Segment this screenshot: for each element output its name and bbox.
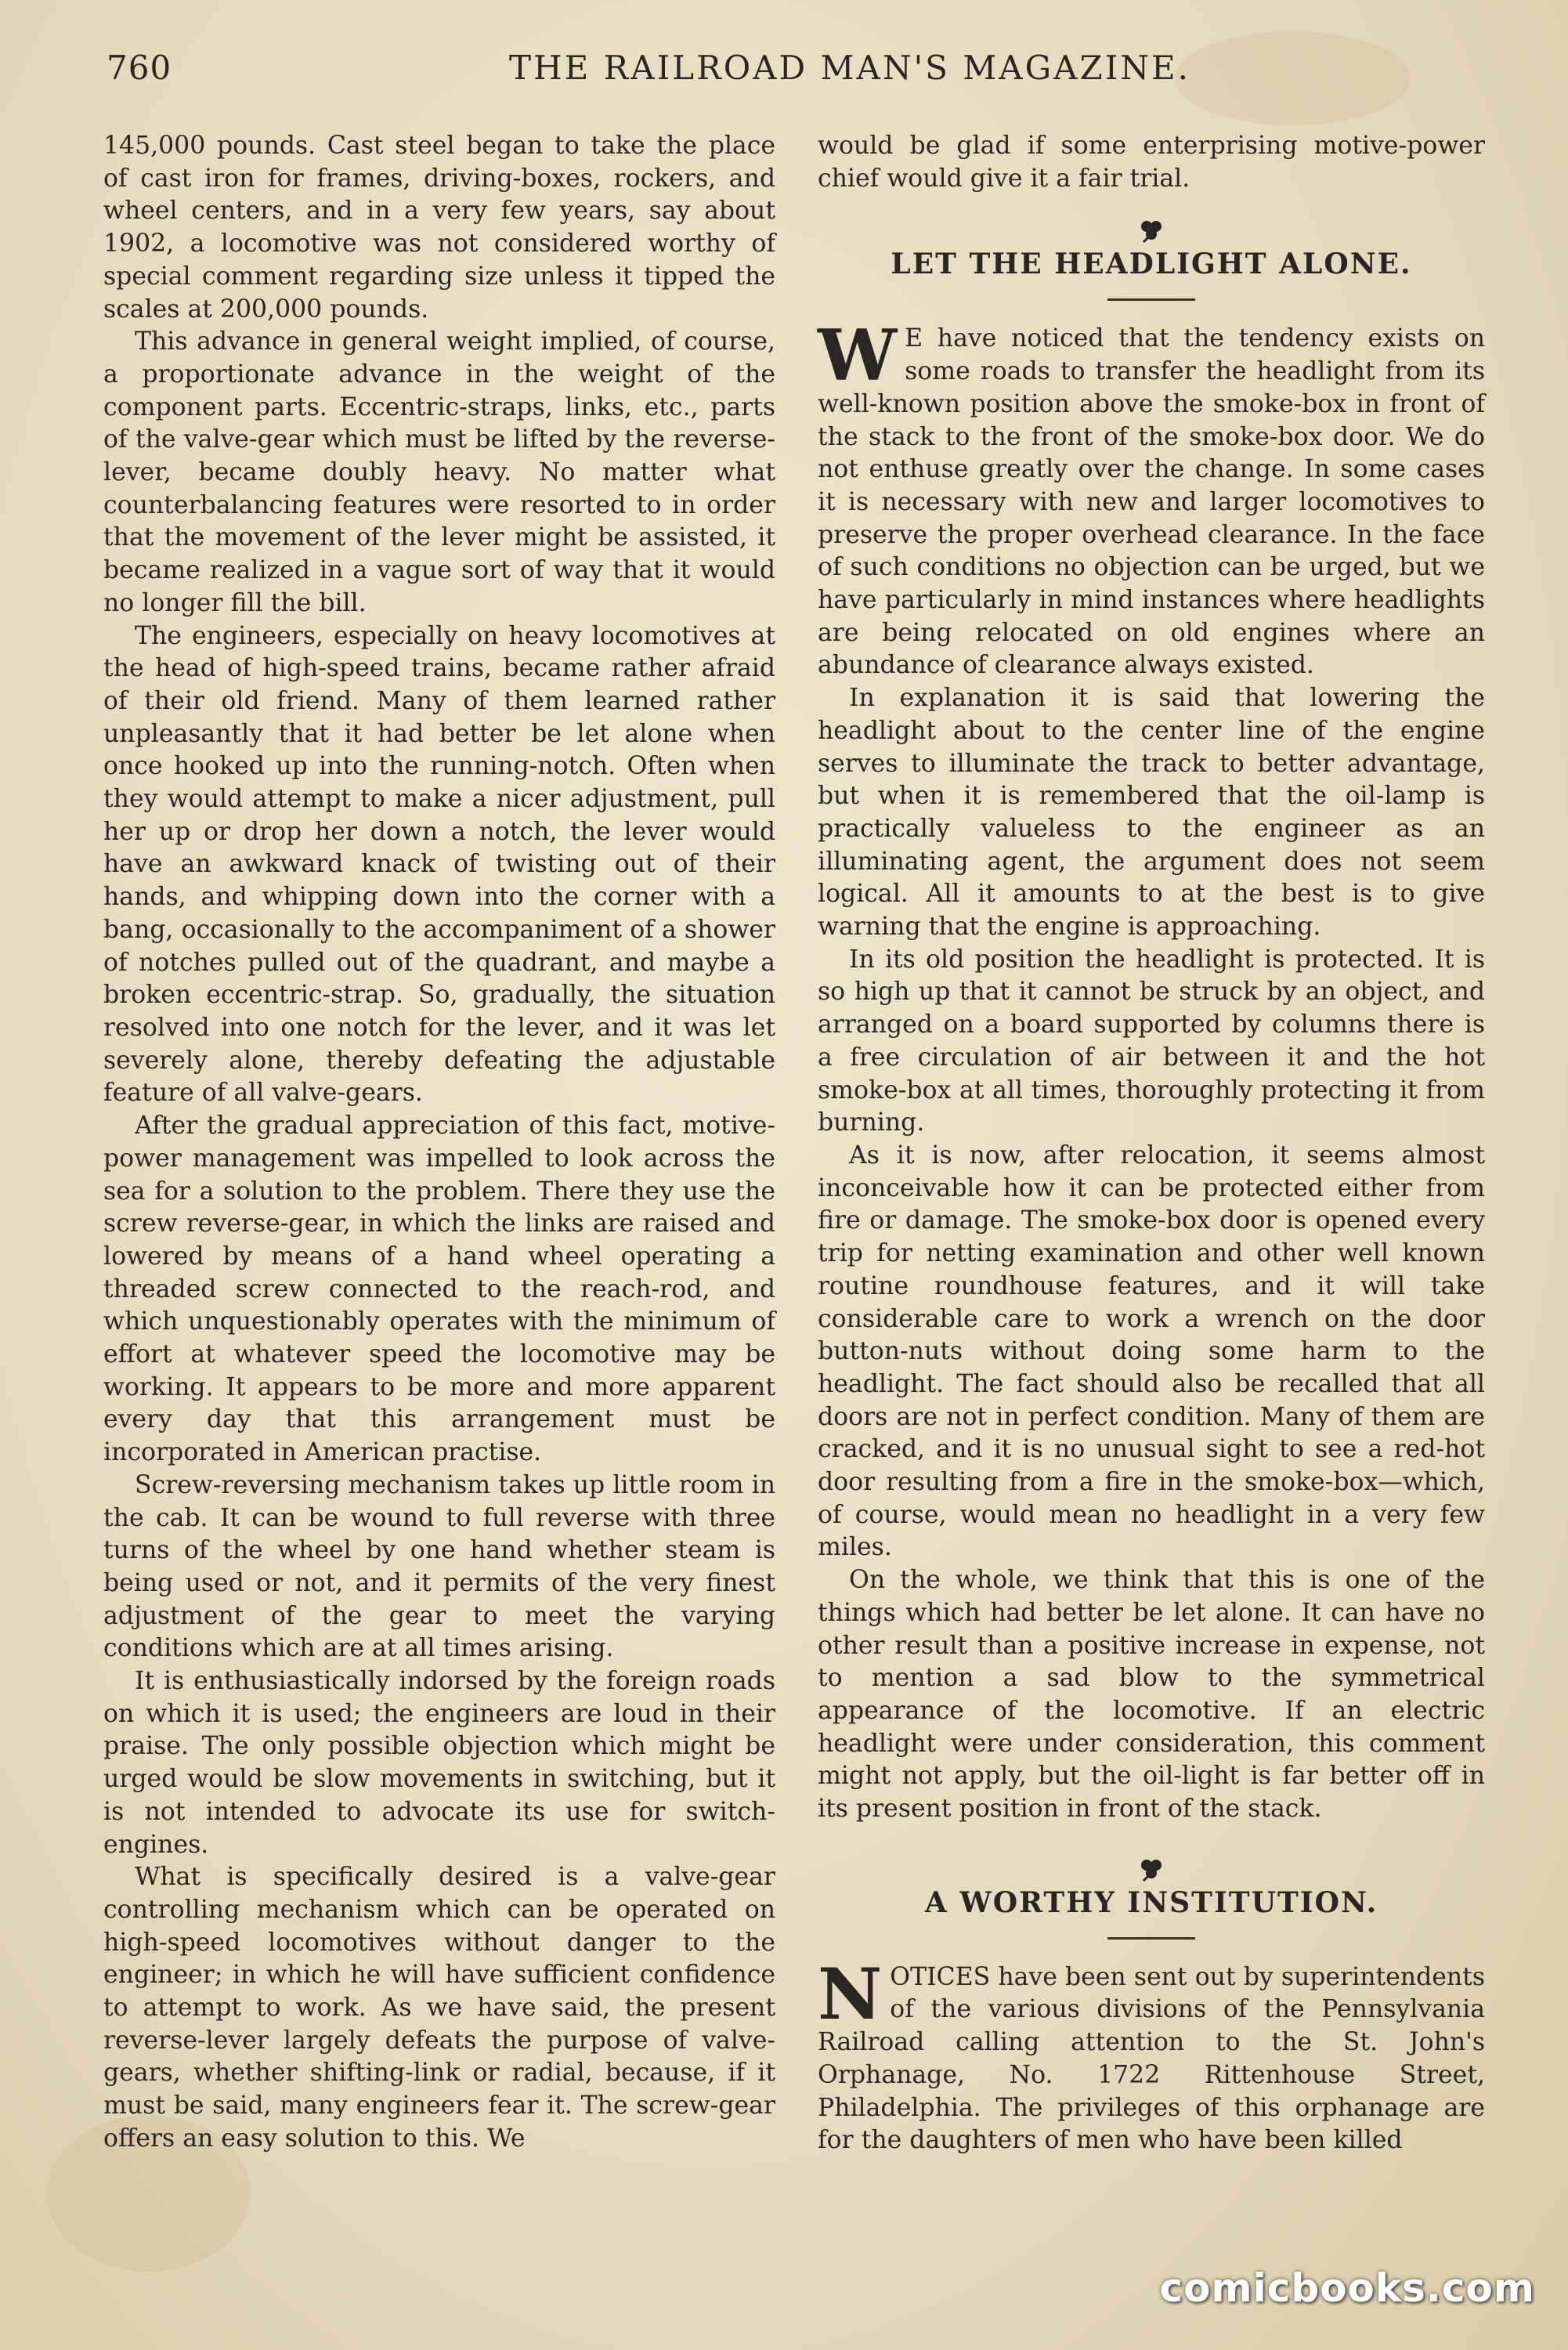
paragraph: On the whole, we think that this is one of the things which had better be let alone. It can have no other result than a positive increase in expense, not to mention a sad blow to the symmetrical appearance of the locomotive. If an electric headlight were under consideration, this comment might not apply, but the oil-light is far better off in its present position in front of the stack. — [818, 1566, 1485, 1824]
lead-text: OTICES have been sent out by superintendents of the various divisions of the Pennsylvania Railroad calling attention to the St. John's Orphanage, No. 1722 Rittenhouse Street, Philadelphia. The privileges of this orphanage are for the daughters of men who have been killed — [818, 1962, 1485, 2155]
right-column — [818, 130, 1485, 2157]
title-rule — [1107, 1937, 1195, 1940]
paragraph: The engineers, especially on heavy locomotives at the head of high-speed trains, became rather afraid of their old friend. Many of them learned rather unpleasantly that it had better be let alone when once hooked up into the running-notch. Often when they would attempt to make a nicer adjustment, pull her up or drop her down a notch, the lever would have an awkward knack of twisting out of their hands, and whipping down into the corner with a bang, occasionally to the accompaniment of a shower of notches pulled out of the quadrant, and maybe a broken eccentric-strap. So, gradually, the situation resolved into one notch for the lever, and it was let severely alone, thereby defeating the adjustable feature of all valve-gears. — [103, 621, 775, 1108]
watermark: comicbooks.com — [1159, 2265, 1535, 2311]
running-title: THE RAILROAD MAN'S MAGAZINE. — [508, 49, 1190, 87]
paragraph: What is specifically desired is a valve-gear controlling mechanism which can be operated on high-speed locomotives without danger to the engineer; in which he will have sufficient confidence to attempt to work. As we have said, the present reverse-lever largely defeats the purpose of valve-gears, whether shifting-link or radial, because, if it must be said, many engineers fear it. The screw-gear offers an easy solution to this. We — [103, 1863, 775, 2153]
paragraph: As it is now, after relocation, it seems almost inconceivable how it can be protected either from fire or damage. The smoke-box door is opened every trip for netting examination and other well known routine roundhouse features, and it will take considerable care to work a wrench on the door button-nuts without doing some harm to the headlight. The fact should also be recalled that all doors are not in perfect condition. Many of them are cracked, and it is no unusual sight to see a red-hot door resulting from a fire in the smoke-box—which, of course, would mean no headlight in a very few miles. — [818, 1141, 1485, 1562]
lead-text: E have noticed that the tendency exists on some roads to transfer the headlight from its well-known position above the smoke-box in front of the stack to the front of the smoke-box door. We do not enthuse greatly over the change. In some cases it is necessary with new and larger locomotives to preserve the proper overhead clearance. In the face of such conditions no objection can be urged, but we have particularly in mind instances where headlights are being relocated on old engines where an abundance of clearance always existed. — [818, 324, 1485, 680]
paragraph: It is enthusiastically indorsed by the foreign roads on which it is used; the engineers are loud in their praise. The only possible objection which might be urged would be slow movements in switching, but it is not intended to advocate its use for switch-engines. — [103, 1667, 775, 1859]
continuation-paragraph: would be glad if some enterprising motive-power chief would give it a fair trial. — [818, 132, 1485, 193]
paragraph: Screw-reversing mechanism takes up little room in the cab. It can be wound to full reverse with three turns of the wheel by one hand whether steam is being used or not, and it permits of the very finest adjustment of the gear to meet the varying conditions which are at all times arising. — [103, 1470, 775, 1663]
lead-paragraph — [818, 314, 1485, 682]
dropcap: W — [818, 314, 898, 398]
fleuron-icon — [818, 211, 1485, 245]
title-rule — [1107, 298, 1195, 301]
left-column — [103, 130, 775, 2156]
paragraph: This advance in general weight implied, of course, a proportionate advance in the weight of the component parts. Eccentric-straps, links, etc., parts of the valve-gear which must be lifted by the reverse-lever, became doubly heavy. No matter what counterbalancing features were resorted to in order that the movement of the lever might be assisted, it became realized in a vague sort of way that it would no longer fill the bill. — [103, 327, 775, 617]
fleuron-icon — [818, 1849, 1485, 1884]
section-title-institution: A WORTHY INSTITUTION. — [924, 1885, 1378, 1919]
page-number: 760 — [107, 49, 172, 87]
page-header — [0, 49, 1568, 96]
section-title-headlight: LET THE HEADLIGHT ALONE. — [891, 248, 1412, 281]
dropcap: N — [818, 1952, 883, 2036]
lead-paragraph — [818, 1952, 1485, 2157]
paragraph: After the gradual appreciation of this fact, motive-power management was impelled to look across the sea for a solution to the problem. There they use the screw reverse-gear, in which the links are raised and lowered by means of a hand wheel operating a threaded screw connected to the reach-rod, and which unquestionably operates with the minimum of effort at whatever speed the locomotive may be working. It appears to be more and more apparent every day that this arrangement must be incorporated in American practise. — [103, 1112, 775, 1467]
paragraph: In its old position the headlight is protected. It is so high up that it cannot be struck by an object, and arranged on a board supported by columns there is a free circulation of air between it and the hot smoke-box at all times, thoroughly protecting it from burning. — [818, 945, 1485, 1137]
paragraph: In explanation it is said that lowering the headlight about to the center line of the engine serves to illuminate the track to better advantage, but when it is remembered that the oil-lamp is practically valueless to the engineer as an illuminating agent, the argument does not seem logical. All it amounts to at the best is to give warning that the engine is approaching. — [818, 684, 1485, 942]
paragraph: 145,000 pounds. Cast steel began to take the place of cast iron for frames, driving-boxes, rockers, and wheel centers, and in a very few years, say about 1902, a locomotive was not considered worthy of special comment regarding size unless it tipped the scales at 200,000 pounds. — [103, 132, 775, 324]
